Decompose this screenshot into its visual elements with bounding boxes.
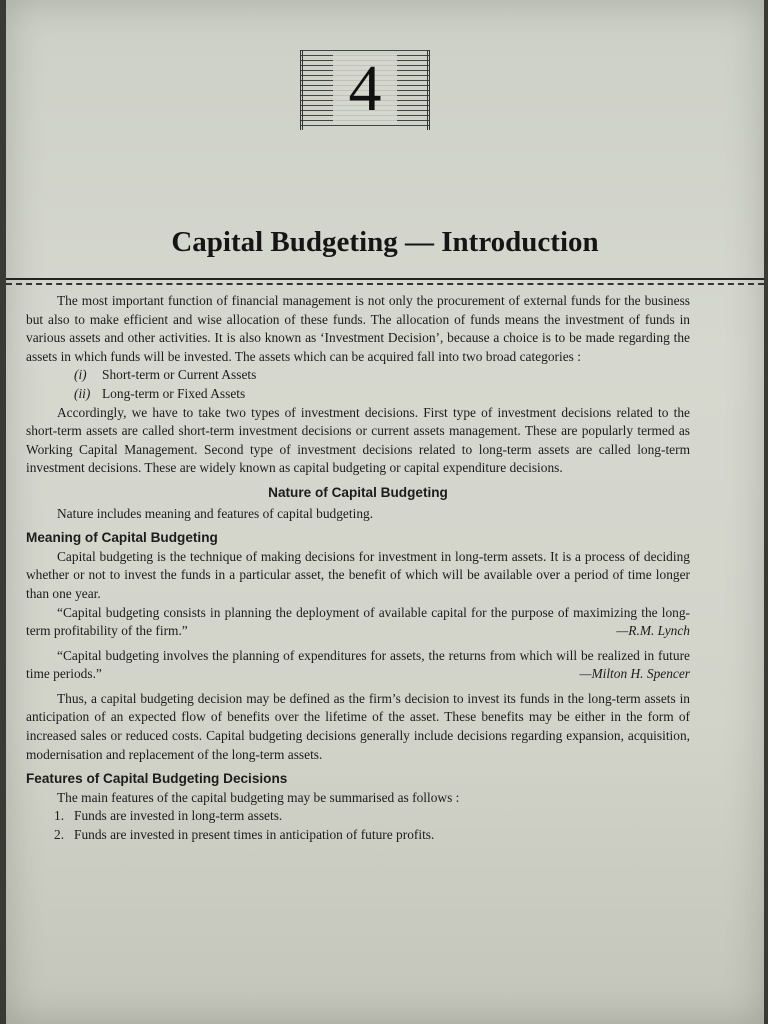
title-rule xyxy=(6,278,764,280)
feature-number: 2. xyxy=(54,827,65,843)
title-dashed-rule xyxy=(6,283,764,285)
feature-text: Funds are invested in present times in anticipation of future profits. xyxy=(74,827,435,843)
nature-heading: Nature of Capital Budgeting xyxy=(268,484,448,500)
nature-text: Nature includes meaning and features of capital budgeting. xyxy=(57,505,374,521)
meaning-definition: Capital budgeting is the technique of making decisions for investment in long-term assets. It is a process of deciding whether or not to invest the funds in a particular asset, the benefit of which will be available over a period of time longer than one year. xyxy=(26,548,690,601)
features-intro: The main features of the capital budgeting may be summarised as follows : xyxy=(57,789,460,805)
category-item xyxy=(74,366,690,385)
quote-paragraph xyxy=(26,604,690,641)
category-marker: (ii) xyxy=(74,385,91,401)
features-heading: Features of Capital Budgeting Decisions xyxy=(26,771,288,787)
quote-text: “Capital budgeting consists in planning the deployment of available capital for the purpose of maximizing the long-term profitability of the firm.” xyxy=(26,604,690,639)
book-page xyxy=(6,0,764,1024)
quote-text: “Capital budgeting involves the planning of expenditures for assets, the returns from which will be realized in future time periods.” xyxy=(26,647,690,682)
category-item xyxy=(74,385,690,404)
chapter-number-box xyxy=(300,50,430,130)
feature-text: Funds are invested in long-term assets. xyxy=(74,808,283,824)
thus-paragraph: Thus, a capital budgeting decision may be defined as the firm’s decision to invest its funds in the long-term assets in anticipation of an expected flow of benefits over the lifetime of the asset. These benefits may be either in the form of increased sales or reduced costs. Capital budgeting decisions generally include decisions regarding expansion, acquisition, modernisation and replacement of the long-term assets. xyxy=(26,690,690,762)
quote-paragraph xyxy=(26,647,690,684)
quote-author: —R.M. Lynch xyxy=(616,623,690,639)
feature-item xyxy=(54,826,690,845)
page-body xyxy=(26,292,690,845)
category-text: Long-term or Fixed Assets xyxy=(102,385,246,401)
category-marker: (i) xyxy=(74,367,87,383)
meaning-heading: Meaning of Capital Budgeting xyxy=(26,530,218,546)
feature-item xyxy=(54,807,690,826)
feature-number: 1. xyxy=(54,808,65,824)
quote-author: —Milton H. Spencer xyxy=(579,666,690,682)
chapter-number: 4 xyxy=(333,54,397,124)
category-text: Short-term or Current Assets xyxy=(102,367,257,383)
chapter-title: Capital Budgeting — Introduction xyxy=(171,226,599,258)
intro-paragraph: The most important function of financial management is not only the procurement of external funds for the business but also to make efficient and wise allocation of these funds. The allocation of funds means the investment of funds in various assets and other activities. It is also known as ‘Investment Decision’, because a choice is to be made regarding the assets in which funds will be invested. The assets which can be acquired fall into two broad categories : xyxy=(26,293,690,364)
accordingly-paragraph: Accordingly, we have to take two types of investment decisions. First type of investment decisions related to the short-term assets are called short-term investment decisions or current assets management. These are popularly termed as Working Capital Management. Second type of investment decisions related to long-term assets are called long-term investment decisions. These are widely known as capital budgeting or capital expenditure decisions. xyxy=(26,404,690,476)
